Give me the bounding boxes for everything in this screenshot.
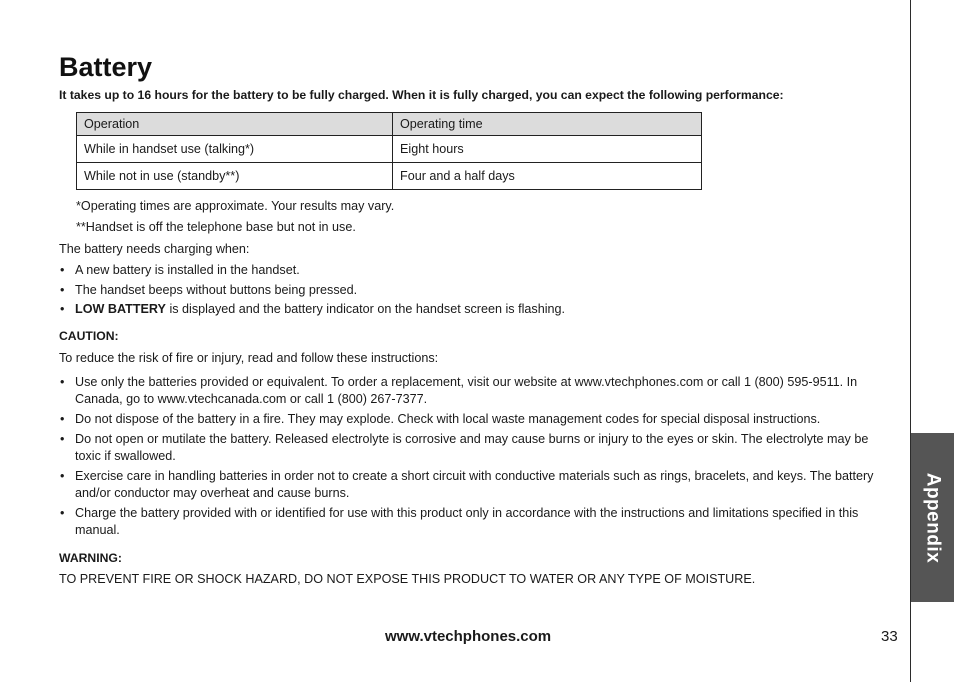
charging-lead: The battery needs charging when: [59,242,250,256]
list-item: • Do not dispose of the battery in a fire. They may explode. Check with local waste management codes for special disposal instructions. [59,411,894,428]
list-item: • Do not open or mutilate the battery. Released electrolyte is corrosive and may cause burns or injury to the eyes or skin. The electrolyte may be toxic if swallowed. [59,431,894,465]
warning-text: TO PREVENT FIRE OR SHOCK HAZARD, DO NOT EXPOSE THIS PRODUCT TO WATER OR ANY TYPE OF MOISTURE. [59,572,756,586]
caution-lead: To reduce the risk of fire or injury, read and follow these instructions: [59,351,439,365]
table-header-cell: Operating time [393,113,702,136]
page-title: Battery [59,52,153,82]
warning-heading: WARNING: [59,551,122,565]
list-item: • A new battery is installed in the handset. [59,262,565,279]
list-item: • Charge the battery provided with or identified for use with this product only in accordance with the instructions and limitations specified in this manual. [59,505,894,539]
table-header-cell: Operation [77,113,393,136]
table-cell: Eight hours [393,136,702,163]
low-battery-text: is displayed and the battery indicator on the handset screen is flashing. [165,302,565,316]
table-cell: While not in use (standby**) [77,163,393,190]
caution-list [59,374,894,542]
page-number: 33 [881,628,898,645]
caution-heading: CAUTION: [59,329,119,343]
table-cell: While in handset use (talking*) [77,136,393,163]
table-row [77,163,702,190]
appendix-side-tab[interactable] [911,433,954,602]
table-header-row [77,113,702,136]
list-item: • Use only the batteries provided or equivalent. To order a replacement, visit our website at www.vtechphones.com or call 1 (800) 595-9511. In Canada, go to www.vtechcanada.com or call 1 (800) 267-7377. [59,374,894,408]
table-row [77,136,702,163]
side-tab-label: Appendix [922,472,944,563]
footer-url-link[interactable]: www.vtechphones.com [385,628,552,645]
table-footnote: **Handset is off the telephone base but not in use. [76,220,356,234]
list-item [59,301,565,318]
list-item: • The handset beeps without buttons being pressed. [59,282,565,299]
list-item: • Exercise care in handling batteries in order not to create a short circuit with conductive materials such as rings, bracelets, and keys. The battery and/or conductor may overheat and cause burns. [59,468,894,502]
table-footnote: *Operating times are approximate. Your results may vary. [76,199,395,213]
table-cell: Four and a half days [393,163,702,190]
intro-text: It takes up to 16 hours for the battery to be fully charged. When it is fully charged, you can expect the following performance: [59,88,784,102]
operating-time-table [76,112,702,190]
charging-list [59,262,565,321]
low-battery-label: LOW BATTERY [75,302,166,316]
